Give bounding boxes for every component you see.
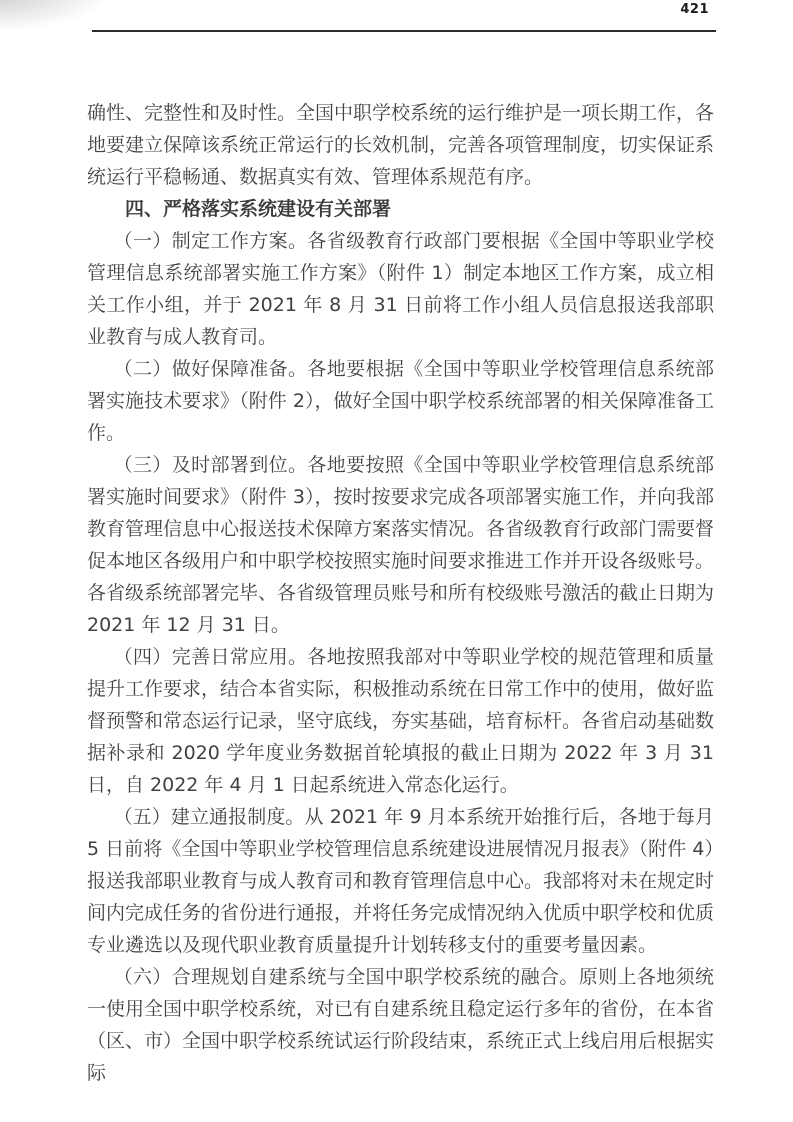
section-heading: 四、严格落实系统建设有关部署 — [125, 198, 392, 220]
header-rule — [92, 30, 716, 32]
document-body — [87, 97, 714, 1089]
paragraph-item-1: （一）制定工作方案。各省级教育行政部门要根据《全国中等职业学校管理信息系统部署实施工作方案》（附件 1）制定本地区工作方案，成立相关工作小组，并于 2021 年 8 月 31 日前将工作小组人员信息报送我部职业教育与成人教育司。 — [87, 230, 714, 348]
paragraph-item-3: （三）及时部署到位。各地要按照《全国中等职业学校管理信息系统部署实施时间要求》（附件 3），按时按要求完成各项部署实施工作，并向我部教育管理信息中心报送技术保障方案落实情况。各省级教育行政部门需要督促本地区各级用户和中职学校按照实施时间要求推进工作并开设各级账号。各省级系统部署完毕、各省级管理员账号和所有校级账号激活的截止日期为 2021 年 12 月 31 日。 — [87, 454, 715, 636]
paragraph-item-5: （五）建立通报制度。从 2021 年 9 月本系统开始推行后，各地于每月 5 日前将《全国中等职业学校管理信息系统建设进展情况月报表》（附件 4）报送我部职业教育与成人教育司和教育管理信息中心。我部将对未在规定时间内完成任务的省份进行通报，并将任务完成情况纳入优质中职学校和优质专业遴选以及现代职业教育质量提升计划转移支付的重要考量因素。 — [87, 806, 715, 956]
paragraph-item-6: （六）合理规划自建系统与全国中职学校系统的融合。原则上各地须统一使用全国中职学校系统，对已有自建系统且稳定运行多年的省份，在本省（区、市）全国中职学校系统试运行阶段结束，系统正式上线启用后根据实际 — [87, 966, 715, 1084]
paragraph-item-4: （四）完善日常应用。各地按照我部对中等职业学校的规范管理和质量提升工作要求，结合本省实际，积极推动系统在日常工作中的使用，做好监督预警和常态运行记录，坚守底线，夯实基础，培育标杆。各省启动基础数据补录和 2020 学年度业务数据首轮填报的截止日期为 2022 年 3 月 31 日，自 2022 年 4 月 1 日起系统进入常态化运行。 — [87, 646, 715, 796]
paragraph-item-2: （二）做好保障准备。各地要根据《全国中等职业学校管理信息系统部署实施技术要求》（附件 2），做好全国中职学校系统部署的相关保障准备工作。 — [87, 358, 714, 444]
page-number: 421 — [680, 2, 709, 17]
paragraph-continuation: 确性、完整性和及时性。全国中职学校系统的运行维护是一项长期工作，各地要建立保障该系统正常运行的长效机制，完善各项管理制度，切实保证系统运行平稳畅通、数据真实有效、管理体系规范有序。 — [87, 102, 715, 188]
